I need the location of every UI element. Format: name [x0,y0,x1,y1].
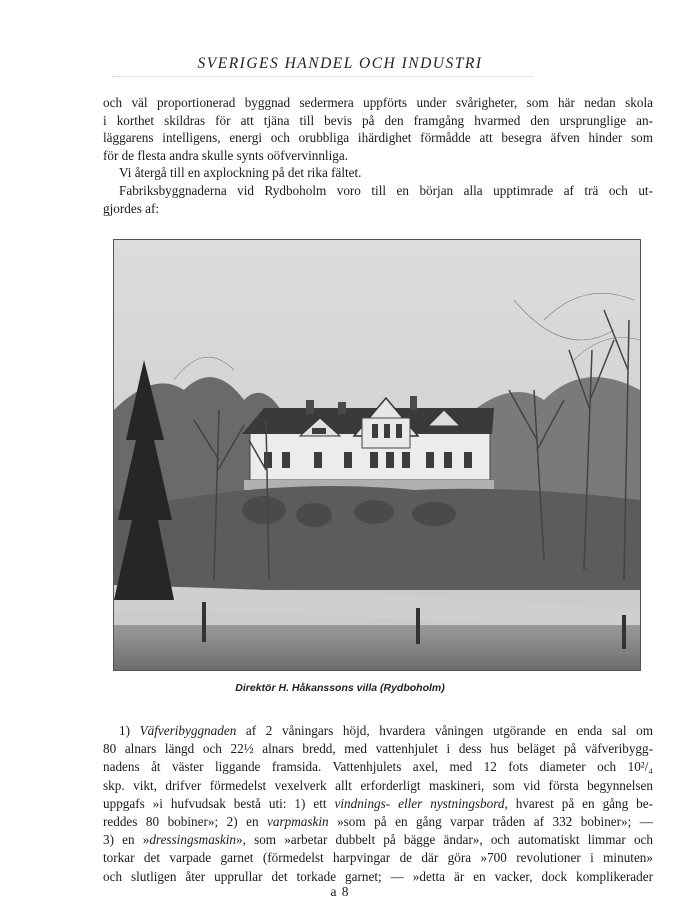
text-segment: skp. vikt, drifver förmedelst vexelverk allt erforderligt maskineri, som vid första begynnelsen [103,777,653,793]
intro-paragraph-3 [103,182,653,217]
body-paragraph [103,722,653,886]
text-line: läggarens intelligens, energi och orubbliga ihärdighet förmådde att besegra äfven hinder som [103,130,653,146]
text-line [103,849,653,867]
italic-term: vindnings- eller nystningsbord, [334,795,508,811]
text-line [103,813,653,831]
page-number: a 8 [330,884,350,899]
running-title: SVERIGES HANDEL OCH INDUSTRI [197,55,483,72]
header-rule [112,76,532,78]
text-segment: uppgafs »i hufvudsak bestå uti: 1) ett [103,795,335,811]
text-segment: nadens åt väster liggande framsida. Vattenhjulets axel, med 12 fots diameter och 10²/₄ [103,759,653,775]
text-segment: 80 alnars längd och 22½ alnars bredd, med vattenhjulet i dess hus beläget på väfveribygg- [103,741,653,757]
text-line: och väl proportionerad byggnad sedermera uppförts under svårigheter, som här nedan skola [103,95,653,110]
intro-paragraph-1 [103,94,653,164]
intro-paragraph-2 [103,164,653,182]
text-line [103,831,653,849]
text-segment: 1) [119,723,140,738]
text-line: gjordes af: [103,200,160,216]
text-line [103,758,653,776]
text-line: i korthet skildras för att tjäna till bevis på den framgång hvarmed den ursprunglige an- [103,112,653,128]
text-segment: 3) en » [103,832,150,848]
text-line: för de flesta andra skulle synts oöfvervinnliga. [103,147,348,163]
text-line [103,777,653,795]
text-segment: torkar det varpade garnet (förmedelst harpvingar de där göra »700 revolutioner i minuten» [103,850,653,866]
text-line [103,795,653,813]
text-segment: », som »arbetar dubbelt på bägge ändar», och automatiskt limmar och [236,832,653,848]
villa-photograph [113,239,641,671]
italic-term: dressingsmaskin [149,832,237,848]
text-segment: hvarest på en gång be- [507,795,654,811]
text-segment: reddes 80 bobiner»; 2) en [103,814,268,830]
text-line [103,740,653,758]
text-line: Fabriksbyggnaderna vid Rydboholm voro till en början alla upptimrade af trä och ut- [119,183,653,198]
text-segment: »som på en gång varpar tråden af 332 bobiner»; — [328,814,653,830]
text-segment: och slutligen åter upprullar det torkade garnet; — »detta är en vacker, dock komplikerader [103,868,653,884]
text-line [103,722,653,740]
text-line: Vi återgå till en axplockning på det rika fältet. [119,165,362,180]
figure-caption: Direktör H. Håkanssons villa (Rydboholm) [235,682,445,694]
italic-term: varpmaskin [267,814,329,830]
text-segment: af 2 våningars höjd, hvardera våningen utgörande en enda sal om [236,723,653,738]
italic-term: Väfveribyggnaden [139,723,237,738]
